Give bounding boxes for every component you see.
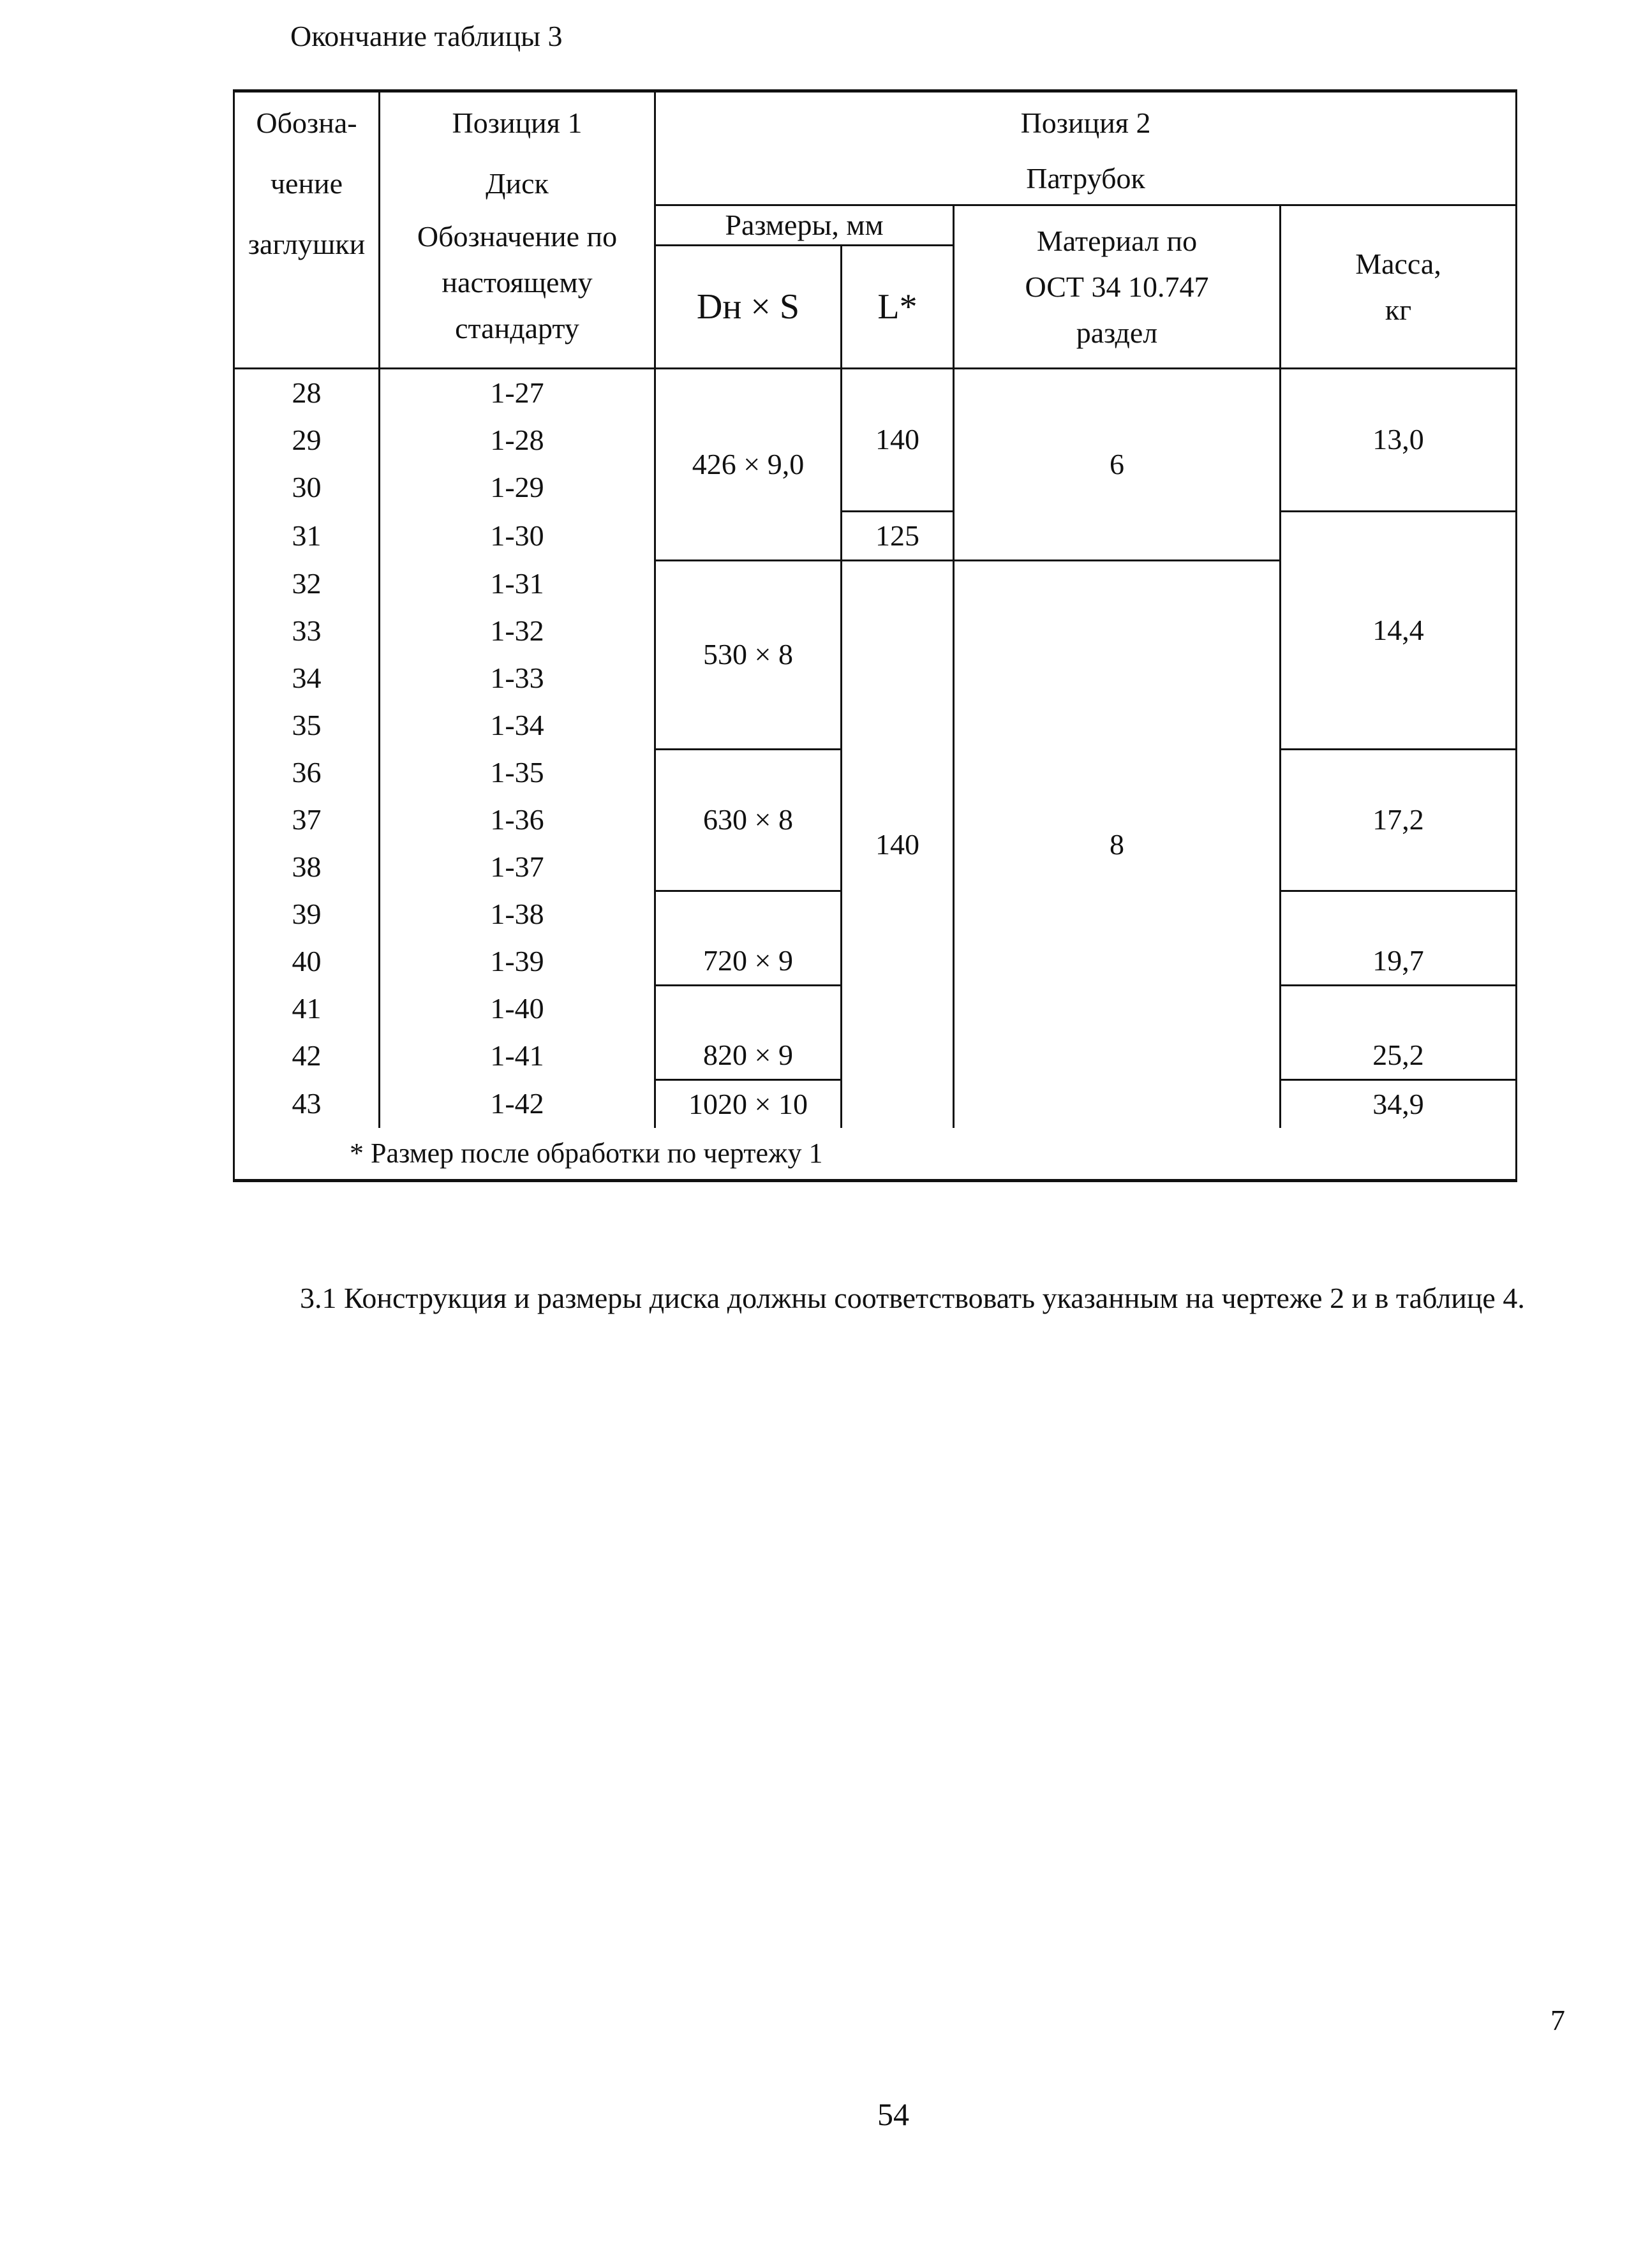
mass-cell: 25,2: [1281, 985, 1517, 1079]
row-disk: 1-39: [380, 938, 655, 985]
row-disk: 1-33: [380, 655, 655, 702]
row-num: 30: [234, 464, 380, 511]
row-num: 31: [234, 511, 380, 560]
l-cell: 125: [842, 511, 954, 560]
row-num: 33: [234, 607, 380, 655]
header-position2: Позиция 2: [655, 91, 1517, 154]
mass-cell: 14,4: [1281, 511, 1517, 749]
page-number: 7: [1550, 2004, 1565, 2036]
row-num: 29: [234, 417, 380, 464]
row-disk: 1-32: [380, 607, 655, 655]
row-num: 39: [234, 891, 380, 938]
data-table: [233, 89, 1517, 1182]
footer-number: 54: [877, 2096, 909, 2132]
row-disk: 1-27: [380, 369, 655, 417]
mass-cell: 19,7: [1281, 891, 1517, 985]
dns-cell: 1020 × 10: [655, 1079, 842, 1128]
row-disk: 1-29: [380, 464, 655, 511]
header-patrubok: Патрубок: [655, 153, 1517, 205]
row-disk: 1-28: [380, 417, 655, 464]
row-num: 28: [234, 369, 380, 417]
header-sizes: Размеры, мм: [655, 205, 954, 246]
row-num: 43: [234, 1079, 380, 1128]
header-material: Материал по ОСТ 34 10.747 раздел: [954, 205, 1281, 369]
l-cell: 140: [842, 369, 954, 512]
row-num: 35: [234, 702, 380, 749]
dns-cell: 426 × 9,0: [655, 369, 842, 561]
row-disk: 1-42: [380, 1079, 655, 1128]
header-mass: Масса, кг: [1281, 205, 1517, 369]
row-disk: 1-38: [380, 891, 655, 938]
row-num: 41: [234, 985, 380, 1032]
row-num: 40: [234, 938, 380, 985]
material-cell: 6: [954, 369, 1281, 561]
row-disk: 1-41: [380, 1032, 655, 1079]
dns-cell: 820 × 9: [655, 985, 842, 1079]
row-disk: 1-36: [380, 796, 655, 843]
table-footnote: * Размер после обработки по чертежу 1: [234, 1128, 1517, 1181]
header-l: L*: [842, 246, 954, 369]
mass-cell: 34,9: [1281, 1079, 1517, 1128]
dns-cell: 720 × 9: [655, 891, 842, 985]
row-num: 34: [234, 655, 380, 702]
row-num: 42: [234, 1032, 380, 1079]
header-designation: Обозна- чение заглушки: [234, 91, 380, 369]
l-cell: 140: [842, 560, 954, 1128]
dns-cell: 530 × 8: [655, 560, 842, 749]
mass-cell: 13,0: [1281, 369, 1517, 512]
mass-cell: 17,2: [1281, 749, 1517, 891]
row-disk: 1-40: [380, 985, 655, 1032]
row-disk: 1-35: [380, 749, 655, 796]
body-paragraph: 3.1 Конструкция и размеры диска должны соответствовать указанным на чертеже 2 и в таблице 4.: [300, 1282, 1525, 1314]
row-disk: 1-31: [380, 560, 655, 607]
material-cell: 8: [954, 560, 1281, 1128]
table-caption: Окончание таблицы 3: [290, 20, 563, 52]
dns-cell: 630 × 8: [655, 749, 842, 891]
row-num: 37: [234, 796, 380, 843]
row-disk: 1-30: [380, 511, 655, 560]
row-num: 36: [234, 749, 380, 796]
row-num: 38: [234, 843, 380, 891]
header-dns: Dн × S: [655, 246, 842, 369]
row-disk: 1-34: [380, 702, 655, 749]
header-position1: Позиция 1 Диск Обозначение по настоящему стандарту: [380, 91, 655, 369]
row-num: 32: [234, 560, 380, 607]
row-disk: 1-37: [380, 843, 655, 891]
